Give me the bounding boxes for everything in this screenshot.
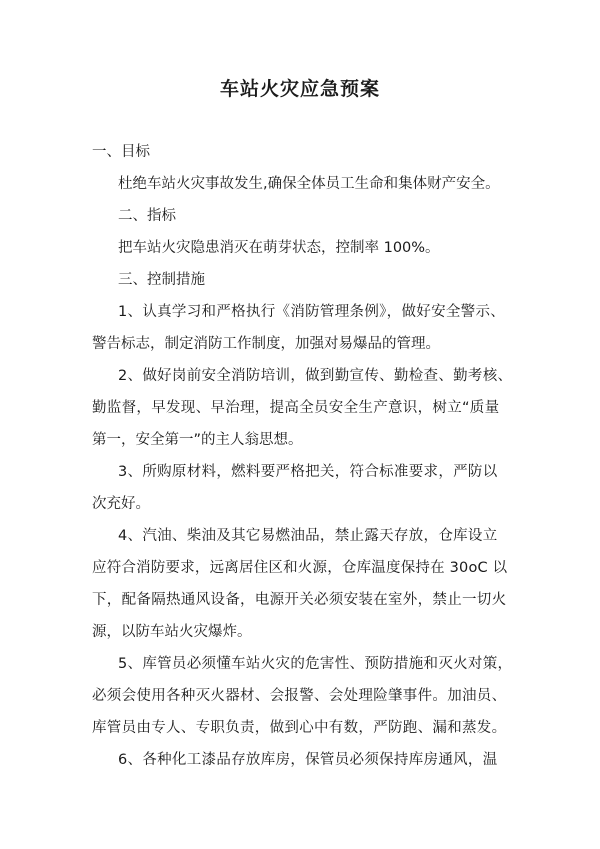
- paragraph-line: 必须会使用各种灭火器材、会报警、会处理险肇事件。加油员、: [92, 688, 507, 704]
- paragraph-line: 应符合消防要求，远离居住区和火源，仓库温度保持在 30oC 以: [92, 560, 508, 576]
- paragraph-line: 第一，安全第一”的主人翁思想。: [92, 432, 303, 448]
- section-heading-goal: 一、目标: [92, 144, 150, 160]
- paragraph-line: 1、认真学习和严格执行《消防管理条例》，做好安全警示、: [118, 304, 506, 320]
- paragraph-line: 6、各种化工漆品存放库房，保管员必须保持库房通风，温: [118, 752, 498, 768]
- paragraph-line: 警告标志，制定消防工作制度，加强对易爆品的管理。: [92, 336, 440, 352]
- document-title: 车站火灾应急预案: [219, 78, 380, 100]
- paragraph-line: 5、库管员必须懂车站火灾的危害性、预防措施和灭火对策，: [118, 656, 513, 672]
- paragraph-line: 库管员由专人、专职负责，做到心中有数，严防跑、漏和蒸发。: [92, 720, 507, 736]
- paragraph-line: 4、汽油、柴油及其它易燃油品，禁止露天存放，仓库设立: [118, 528, 498, 544]
- paragraph-line: 次充好。: [92, 496, 150, 512]
- paragraph-line: 杜绝车站火灾事故发生,确保全体员工生命和集体财产安全。: [118, 176, 500, 192]
- section-heading-indicator: 二、指标: [118, 208, 176, 224]
- paragraph-line: 把车站火灾隐患消灭在萌芽状态，控制率 100%。: [118, 240, 440, 256]
- paragraph-line: 下，配备隔热通风设备，电源开关必须安装在室外，禁止一切火: [92, 592, 507, 608]
- section-heading-measures: 三、控制措施: [118, 272, 205, 288]
- paragraph-line: 3、所购原材料，燃料要严格把关，符合标准要求，严防以: [118, 464, 498, 480]
- paragraph-line: 勤监督，早发现、早治理，提高全员安全生产意识，树立“质量: [92, 400, 500, 416]
- paragraph-line: 2、做好岗前安全消防培训，做到勤宣传、勤检查、勤考核、: [118, 368, 513, 384]
- paragraph-line: 源，以防车站火灾爆炸。: [92, 624, 252, 640]
